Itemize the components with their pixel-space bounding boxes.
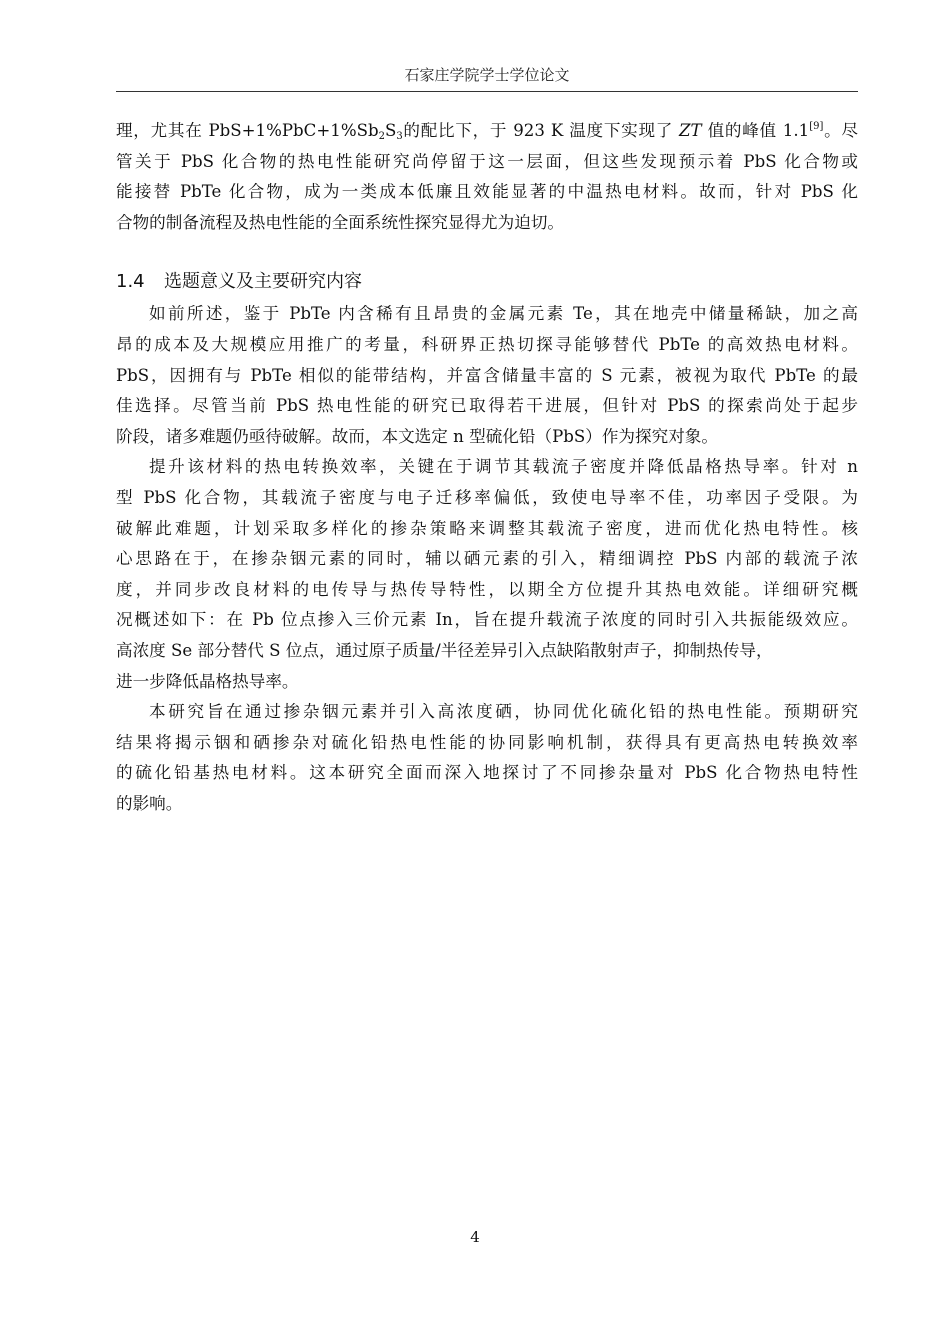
text-line: 阶段，诸多难题仍亟待破解。故而，本文选定 n 型硫化铅（PbS）作为探究对象。 (116, 426, 718, 446)
text-line: 结果将揭示铟和硒掺杂对硫化铅热电性能的协同影响机制，获得具有更高热电转换效率 (116, 732, 858, 752)
text-line: 能接替 PbTe 化合物，成为一类成本低廉且效能显著的中温热电材料。故而，针对 PbS 化 (116, 182, 858, 202)
text-line: 的影响。 (116, 793, 183, 813)
header-rule (116, 91, 858, 92)
section-title: 选题意义及主要研究内容 (164, 271, 362, 293)
paragraph-2 (116, 452, 858, 697)
text-line: 管关于 PbS 化合物的热电性能研究尚停留于这一层面，但这些发现预示着 PbS 化合物或 (116, 151, 858, 171)
citation-ref: [9] (809, 121, 824, 132)
text-line: 况概述如下：在 Pb 位点掺入三价元素 In，旨在提升载流子浓度的同时引入共振能级效应。 (116, 610, 858, 630)
text-line: 昂的成本及大规模应用推广的考量，科研界正热切探寻能够替代 PbTe 的高效热电材料。 (116, 334, 858, 354)
paragraph-3 (116, 697, 858, 819)
text-line: 型 PbS 化合物，其载流子密度与电子迁移率偏低，致使电导率不佳，功率因子受限。为 (116, 487, 858, 507)
section-number: 1.4 (116, 271, 145, 293)
text-line: 度，并同步改良材料的电传导与热传导特性，以期全方位提升其热电效能。详细研究概 (116, 579, 858, 599)
page-number: 4 (470, 1228, 480, 1246)
text-line: 合物的制备流程及热电性能的全面系统性探究显得尤为迫切。 (116, 212, 565, 232)
text-line: 理，尤其在 $PbS+1\%PbC+1\%Sb_2S_3$的配比下，于 923 K 温度下实现了 ZT 值的峰值 1.1[9]。尽 (116, 121, 858, 142)
text-line: PbS，因拥有与 PbTe 相似的能带结构，并富含储量丰富的 S 元素，被视为取代 PbTe 的最 (116, 365, 858, 385)
text-line: 提升该材料的热电转换效率，关键在于调节其载流子密度并降低晶格热导率。针对 n (149, 457, 858, 477)
text-line: 佳选择。尽管当前 PbS 热电性能的研究已取得若干进展，但针对 PbS 的探索尚处于起步 (116, 396, 858, 416)
section-heading (116, 267, 858, 297)
page-body (116, 116, 858, 819)
paragraph-1 (116, 299, 858, 452)
paragraph-continued (116, 116, 858, 238)
text-line: 心思路在于，在掺杂铟元素的同时，辅以硒元素的引入，精细调控 PbS 内部的载流子浓 (116, 549, 858, 569)
text-line: 高浓度 Se 部分替代 S 位点，通过原子质量/半径差异引入点缺陷散射声子，抑制热传导， (116, 640, 773, 660)
text-line: 破解此难题，计划采取多样化的掺杂策略来调整其载流子密度，进而优化热电特性。核 (116, 518, 858, 538)
text-line: 本研究旨在通过掺杂铟元素并引入高浓度硒，协同优化硫化铅的热电性能。预期研究 (149, 702, 858, 722)
text-line: 的硫化铅基热电材料。这本研究全面而深入地探讨了不同掺杂量对 PbS 化合物热电特性 (116, 763, 858, 783)
text-line: 进一步降低晶格热导率。 (116, 671, 299, 691)
text-line: 如前所述，鉴于 PbTe 内含稀有且昂贵的金属元素 Te，其在地壳中储量稀缺，加之高 (149, 304, 858, 324)
running-header: 石家庄学院学士学位论文 (404, 66, 570, 84)
